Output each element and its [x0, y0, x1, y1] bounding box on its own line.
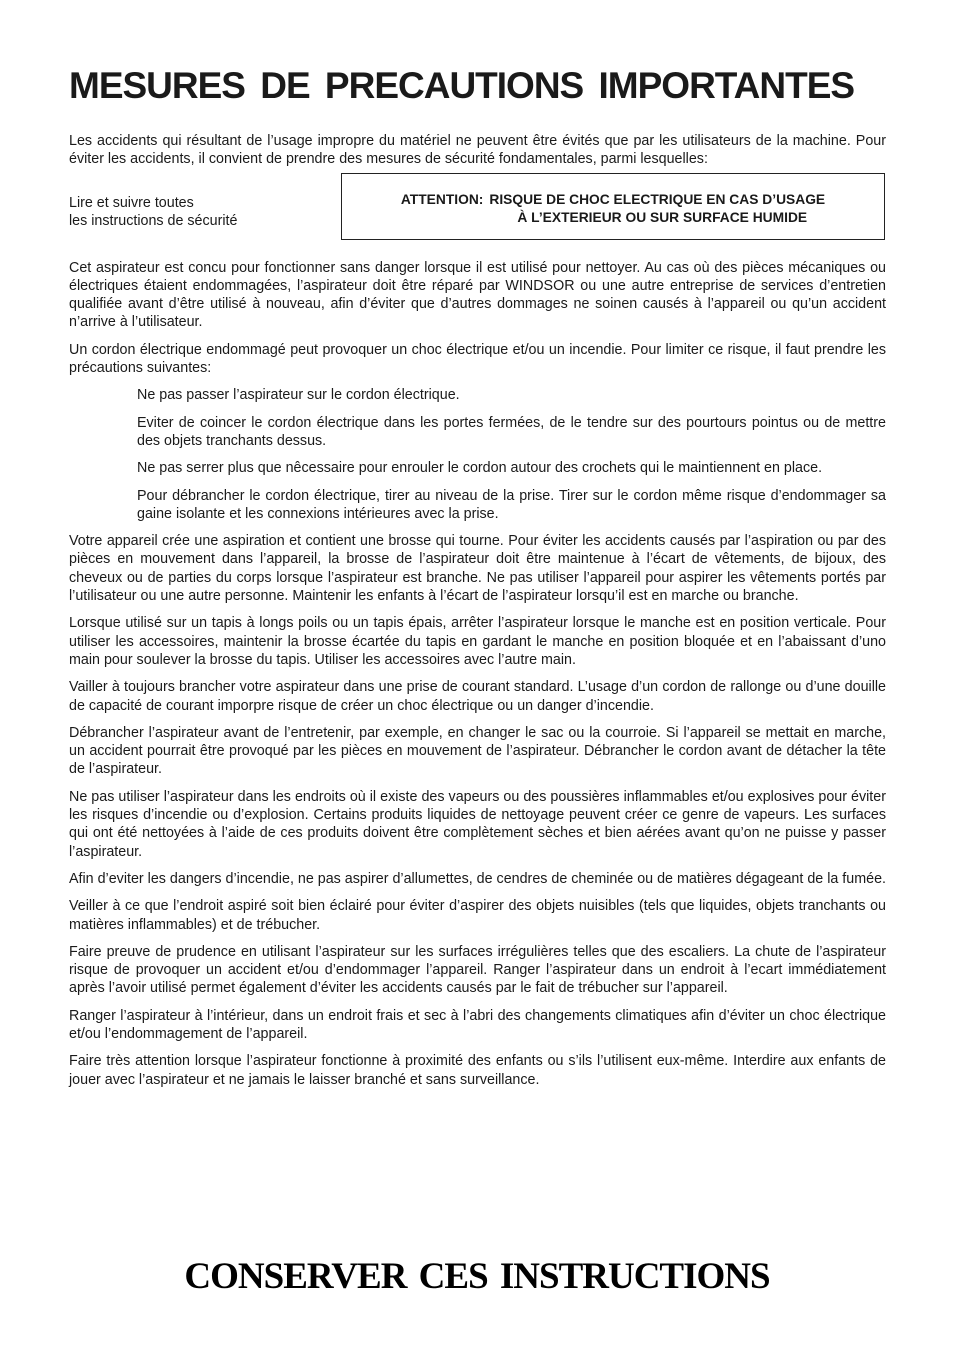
warning-label: ATTENTION: — [400, 191, 484, 207]
read-note-line-1: Lire et suivre toutes — [69, 194, 194, 211]
paragraph-children: Faire très attention lorsque l’aspirateur fonctionne à proximité des enfants ou s’ils l’utilisent eux-même. Interdire aux enfants de jouer avec l’aspirateur et ne jamais le laisser branché et sans surveillance. — [69, 1053, 886, 1088]
warning-box — [341, 173, 885, 240]
paragraph-storage: Ranger l’aspirateur à l’intérieur, dans un endroit frais et sec à l’abri des changements climatiques afin d’éviter un choc électrique et/ou l’endommagement de l’appareil. — [69, 1007, 886, 1042]
read-instructions-note — [69, 173, 341, 231]
paragraph-maintenance: Débrancher l’aspirateur avant de l’entretenir, par exemple, en changer le sac ou la courroie. Si l’appareil se mettait en marche, un accident pourrait être provoqué par les pièces en mouvement de l’aspirateur. Débrancher le cordon avant de détacher la tête de l’aspirateur. — [69, 724, 886, 778]
paragraph-brush: Votre appareil crée une aspiration et contient une brosse qui tourne. Pour éviter les accidents causés par l’aspiration ou par des pièces en mouvement dans l’appareil, la brosse de l’aspirateur doit être maintenue à l’écart de vêtements, de bijoux, des cheveux ou de parties du corps lorsque l’aspirateur est branche. Ne pas utiliser l’appareil pour aspirer les vêtements portés par l’utilisateur ou une autre personne. Maintenir les enfants à l’écart de l’aspirateur lorsqu’il est en marche ou branche. — [69, 533, 886, 605]
paragraph-vapors: Ne pas utiliser l’aspirateur dans les endroits où il existe des vapeurs ou des poussières inflammables et/ou explosives pour éviter les risques d’incendie ou d’explosion. Certains produits liquides de nettoyage peuvent créer ce genre de vapeurs. Les surfaces qui ont été nettoyées à l’aide de ces produits doivent être complètement sèches et bien aérées avant qu’on ne puisse y passer l’aspirateur. — [69, 788, 886, 860]
warning-line-2: À L’EXTERIEUR OU SUR SURFACE HUMIDE — [517, 209, 808, 225]
warning-row — [69, 173, 886, 240]
paragraph-carpet: Lorsque utilisé sur un tapis à longs poils ou un tapis épais, arrêter l’aspirateur lorsque le manche est en position verticale. Pour utiliser les accessoires, maintenir la brosse écartée du tapis en gardant le manche en position bloquée et en l’abaissant d’uno main pour soulever la brosse du tapis. Utiliser les accessoires avec l’autre main. — [69, 615, 886, 668]
read-note-line-2: les instructions de sécurité — [69, 212, 238, 229]
paragraph-lighting: Veiller à ce que l’endroit aspiré soit bien éclairé pour éviter d’aspirer des objets nuisibles (tels que liquides, objets tranchants ou matières inflammables) et de trébucher. — [69, 898, 886, 933]
footer-title: CONSERVER CES INSTRUCTIONS — [184, 1256, 770, 1297]
paragraph-stairs: Faire preuve de prudence en utilisant l’aspirateur sur les surfaces irrégulières telles que des escaliers. La chute de l’aspirateur risque de provoquer un accident et/ou d’endommager l’appareil. Ranger l’aspirateur dans un endroit à l’ecart immédiatement après l’avoir utilisé permet également d’éviter les accidents causés par le fait de trébucher sur l’appareil. — [69, 943, 886, 997]
page-title: MESURES DE PRECAUTIONS IMPORTANTES — [69, 65, 855, 106]
cord-precaution-1: Ne pas passer l’aspirateur sur le cordon électrique. — [137, 387, 460, 404]
paragraph-outlet: Vailler à toujours brancher votre aspirateur dans une prise de courant standard. L’usage d’un cordon de rallonge ou d’une douille de capacité de courant imporpre risque de créer un choc électrique ou un danger d’incendie. — [69, 679, 886, 714]
intro-paragraph: Les accidents qui résultant de l’usage impropre du matériel ne peuvent être évités que par les utilisateurs de la machine. Pour éviter les accidents, il convient de prendre des mesures de sécurité fondamentales, parmi lesquelles: — [69, 133, 886, 168]
warning-text — [489, 191, 825, 239]
cord-precaution-4: Pour débrancher le cordon électrique, tirer au niveau de la prise. Tirer sur le cordon même risque d’endommager sa gaine isolante et les connexions intérieures avec la prise. — [137, 487, 886, 522]
paragraph-design: Cet aspirateur est concu pour fonctionner sans danger lorsque il est utilisé pour nettoyer. Au cas où des pièces mécaniques ou électriques étaient endommagées, l’aspirateur doit être réparé par WINDSOR ou une autre entreprise de services d’entretien qualifiée avant d’être utilisé à nouveau, afin d’éviter que d’autres dommages ne soinen causés à l’appareil ou qu’un accident n’arrive à l’utilisateur. — [69, 259, 886, 331]
warning-line-1: RISQUE DE CHOC ELECTRIQUE EN CAS D’USAGE — [489, 191, 826, 207]
cord-precaution-3: Ne pas serrer plus que nêcessaire pour enrouler le cordon autour des crochets qui le maintiennent en place. — [137, 460, 823, 477]
paragraph-cord: Un cordon électrique endommagé peut provoquer un choc électrique et/ou un incendie. Pour limiter ce risque, il faut prendre les précautions suivantes: — [69, 341, 886, 377]
cord-precaution-2: Eviter de coincer le cordon électrique dans les portes fermées, de le tendre sur des pourtours pointus ou de mettre des objets tranchants dessus. — [137, 414, 886, 449]
paragraph-fire: Afin d’eviter les dangers d’incendie, ne pas aspirer d’allumettes, de cendres de cheminée ou de matières dégageant de la fumée. — [69, 870, 887, 887]
